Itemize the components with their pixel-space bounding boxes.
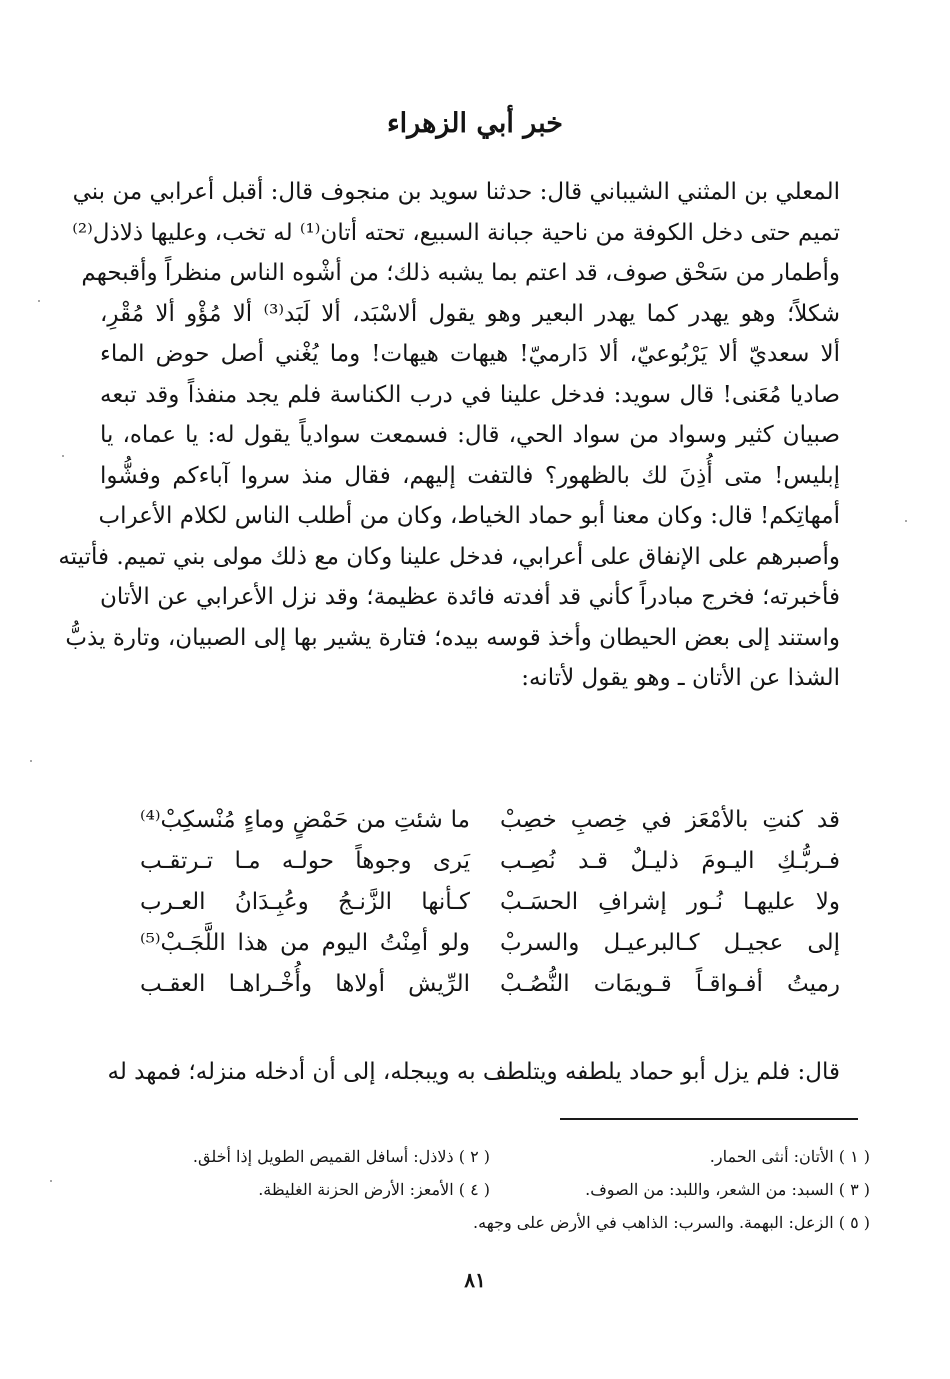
scan-speck: [905, 520, 907, 522]
verse-first-hemistich: فـربُّـكِ اليـومَ ذليـلٌ قـد نُصِـب: [500, 848, 840, 874]
footnote-3: ( ٣ ) السبد: من الشعر، واللبد: من الصوف.: [585, 1180, 870, 1199]
scan-speck: [62, 455, 64, 457]
verse-line: [140, 800, 840, 841]
footnote-4: ( ٤ ) الأمعز: الأرض الحزنة الغليظة.: [258, 1180, 490, 1199]
body-line: المعلي بن المثني الشيباني قال: حدثنا سويد بن منجوف قال: أقبل أعرابي من بني: [72, 179, 840, 205]
body-line: واستند إلى بعض الحيطان وأخذ قوسه بيده؛ فتارة يشير بها إلى الصبيان، وتارة يذبُّ: [65, 624, 840, 651]
poem-verses: [140, 800, 840, 1005]
footnote-1: ( ١ ) الأتان: أنثى الحمار.: [709, 1147, 870, 1166]
footnote-divider: [560, 1118, 858, 1120]
body-line: صاديا مُعَنى! قال سويد: فدخل علينا في درب الكناسة فلم يجد منفذاً وقد تبعه: [100, 381, 840, 408]
body-line: الشذا عن الأتان ـ وهو يقول لأتانه:: [521, 665, 840, 691]
footnote-2: ( ٢ ) ذلاذل: أسافل القميص الطويل إذا أخلق.: [192, 1147, 490, 1166]
body-paragraph: [58, 172, 840, 699]
closing-line: قال: فلم يزل أبو حماد يلطفه ويتلطف به ويبجله، إلى أن أدخله منزله؛ فمهد له: [107, 1059, 840, 1085]
body-line: ألا سعديّ ألا يَرْبُوعيّ، ألا دَارميّ! هيهات هيهات! وما يُغْني أصل حوض الماء: [100, 341, 840, 367]
body-line: تميم حتى دخل الكوفة من ناحية جبانة السبيع، تحته أتان⁽¹⁾ له تخب، وعليها ذلاذل⁽²⁾: [72, 219, 840, 246]
body-line: إبليس! متى أُذِنَ لك بالظهور؟ فالتفت إليهم، فقال منذ سروا آباءكم وفشُّوا: [100, 462, 840, 489]
verse-first-hemistich: إلى عجيـل كـالبرعيـل والسربْ: [500, 930, 840, 956]
chapter-title: خبر أبي الزهراء: [386, 108, 563, 139]
body-line: صبيان كثير وسواد من سواد الحي، قال: فسمعت سوادياً يقول له: يا عماه، يا: [100, 422, 840, 448]
footnote-row: [170, 1206, 870, 1239]
verse-second-hemistich: ولو أمِنْتُ اليوم من هذا اللَّجَـبْ⁽⁵⁾: [140, 930, 470, 956]
verse-line: [140, 923, 840, 964]
footnote-5: ( ٥ ) الزعل: البهمة. والسرب: الذاهب في الأرض على وجهه.: [473, 1213, 870, 1232]
body-line: فأخبرته؛ فخرج مبادراً كأني قد أفدته فائدة عظيمة؛ وقد نزل الأعرابي عن الأتان: [100, 584, 840, 610]
verse-line: [140, 882, 840, 923]
body-line: وأصبرهم على الإنفاق على أعرابي، فدخل علينا وكان مع ذلك مولى بني تميم. فأتيته: [58, 543, 840, 570]
footnote-row: [170, 1140, 870, 1173]
scan-speck: [38, 300, 40, 302]
verse-second-hemistich: الرِّيش أولاها وأُخْـراهـا العقـب: [140, 971, 470, 997]
scan-speck: [30, 760, 32, 762]
verse-second-hemistich: ما شئتِ من حَمْضٍ وماءٍ مُنْسكِبْ⁽⁴⁾: [140, 807, 470, 833]
verse-second-hemistich: يَرى وجوهاً حولـه مـا تـرتقـب: [140, 848, 470, 874]
verse-first-hemistich: قد كنتِ بالأمْعَز في خِصبِ خصِبْ: [500, 807, 840, 833]
verse-line: [140, 841, 840, 882]
page-number: ٨١: [464, 1268, 486, 1292]
verse-first-hemistich: ولا عليهـا نُـور إشرافِ الحسَـبْ: [500, 889, 840, 915]
body-line: شكلاً؛ وهو يهدر كما يهدر البعير وهو يقول ألاسْبَد، ألا لَبَد⁽³⁾ ألا مُؤْو ألا مُقْرِ،: [100, 300, 840, 327]
verse-line: [140, 964, 840, 1005]
verse-first-hemistich: رميتُ أفـواقـاً قـويمَات النُّصُـبْ: [500, 971, 840, 997]
verse-second-hemistich: كـأنها الزَّنـجُ وعُبِـدَانُ العـرب: [140, 889, 470, 915]
body-line: أمهاتِكم! قال: وكان معنا أبو حماد الخياط، وكان من أطلب الناس لكلام الأعراب: [98, 503, 840, 529]
body-line: وأطمار من سَحْق صوف، قد اعتم بما يشبه ذلك؛ من أشْوه الناس منظراً وأقبحهم: [81, 260, 840, 286]
footnotes: [170, 1140, 870, 1239]
footnote-row: [170, 1173, 870, 1206]
scan-speck: [50, 1180, 52, 1182]
